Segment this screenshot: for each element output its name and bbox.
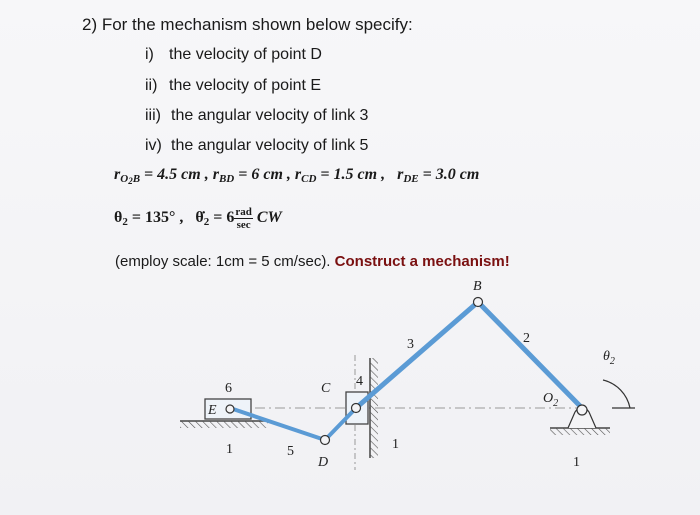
joint-c <box>352 404 361 413</box>
label-o2-letter: O <box>543 391 554 406</box>
unit-numerator: rad <box>235 206 252 218</box>
item-ii-text: the velocity of point E <box>169 77 322 94</box>
label-o2 <box>543 391 558 409</box>
label-link-2: 2 <box>523 331 530 346</box>
theta2-dot-direction: CW <box>256 209 282 227</box>
ground-hatch-left <box>180 421 268 428</box>
item-iii-number: iii) <box>145 107 161 124</box>
label-c: C <box>321 381 331 396</box>
label-b: B <box>473 279 482 294</box>
label-theta2-subscript: 2 <box>609 356 615 367</box>
joint-d <box>321 436 330 445</box>
label-link-3: 3 <box>407 337 414 352</box>
label-theta2-letter: θ <box>603 349 610 364</box>
label-link-4: 4 <box>356 374 363 389</box>
label-o2-subscript: 2 <box>553 398 559 409</box>
label-link-1-left: 1 <box>226 442 233 457</box>
ground-hatch-right <box>550 428 610 435</box>
scale-note: (employ scale: 1cm = 5 cm/sec). <box>115 253 331 270</box>
item-i-number: i) <box>145 46 154 63</box>
label-link-6: 6 <box>225 381 232 396</box>
link-2 <box>478 302 582 408</box>
joint-e <box>226 405 234 413</box>
label-link-1-wall: 1 <box>392 437 399 452</box>
problem-heading: 2) For the mechanism shown below specify: <box>82 15 413 34</box>
given-lengths: $r_{O_2B} = 4.5$ cm , $r_{BD} = 6$ cm , $r_{CD} = 1.5$ cm , $r_{DE} = 3.0$ cm <box>114 166 480 186</box>
r-o2b-value: 4.5 cm <box>157 166 201 183</box>
label-theta2 <box>603 349 615 367</box>
r-bd-value: 6 cm <box>251 166 283 183</box>
given-angles: $\theta_2 = 135^\circ$ , $\thetȧ_2 = 6$ $\frac{\text{rad}}{\sec}$ CW <box>114 206 282 231</box>
item-ii-number: ii) <box>145 77 158 94</box>
item-iii-text: the angular velocity of link 3 <box>171 107 369 124</box>
item-iv-text: the angular velocity of link 5 <box>171 137 369 154</box>
unit-denominator: sec <box>236 219 251 231</box>
label-link-1-right: 1 <box>573 455 580 470</box>
label-link-5: 5 <box>287 444 294 459</box>
ground-hatch-wall <box>370 358 378 458</box>
item-i-text: the velocity of point D <box>169 46 322 63</box>
joint-o2 <box>577 405 587 415</box>
theta2-value: 135° <box>144 209 176 227</box>
label-e: E <box>208 403 217 418</box>
joint-b <box>474 298 483 307</box>
link-3 <box>356 302 478 408</box>
r-cd-value: 1.5 cm <box>333 166 378 183</box>
r-de-value: 3.0 cm <box>435 166 480 183</box>
label-d: D <box>318 455 329 470</box>
theta2-arc <box>603 380 630 408</box>
instruction: Construct a mechanism! <box>334 253 510 270</box>
item-iv-number: iv) <box>145 137 162 154</box>
theta2-dot-value: 6 <box>226 209 235 227</box>
